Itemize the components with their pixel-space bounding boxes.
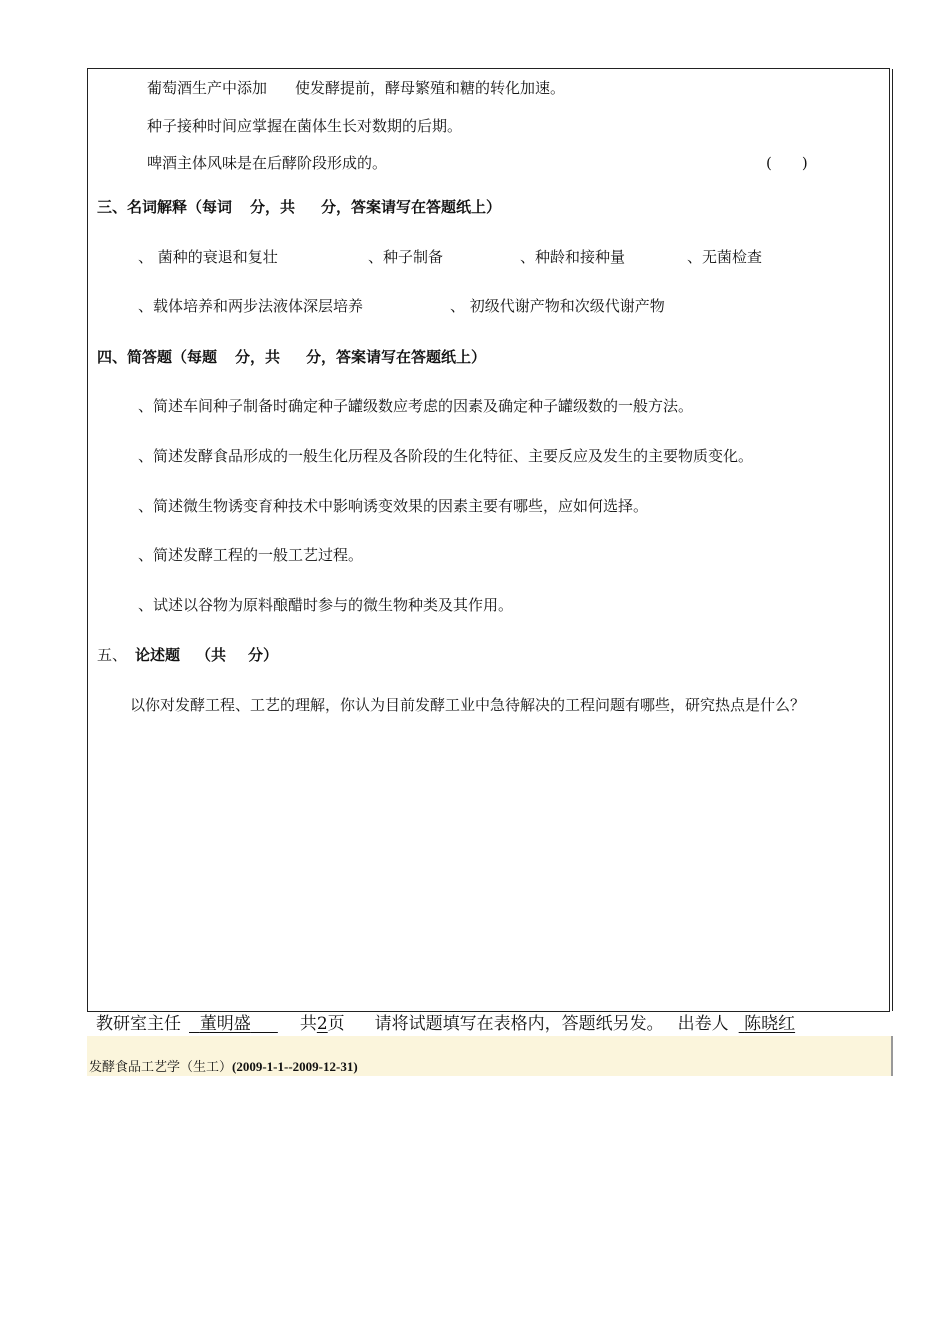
course-name: 发酵食品工艺学（生工）: [89, 1060, 233, 1075]
short-answer-3: 、简述微生物诱变育种技术中影响诱变效果的因素主要有哪些，应如何选择。: [138, 497, 649, 515]
short-answer-1: 、简述车间种子制备时确定种子罐级数应考虑的因素及确定种子罐级数的一般方法。: [138, 397, 694, 415]
section-5-heading-d: 分）: [248, 646, 279, 664]
tf-question-1: [147, 78, 565, 98]
author-label: 出卷人: [677, 1014, 729, 1034]
section-4-heading-a: 四、简答题（每题: [97, 348, 218, 366]
director-name: [189, 1014, 278, 1034]
section-5-heading-c: （共: [196, 646, 227, 664]
course-dates: (2009-1-1--2009-12-31): [232, 1059, 358, 1074]
term-3: 、种龄和接种量: [520, 248, 626, 266]
section-5-heading: [97, 645, 278, 665]
section-5-heading-b: 论述题: [135, 646, 181, 664]
tf-question-1-part-a: 葡萄酒生产中添加: [147, 79, 268, 97]
short-answer-4: 、简述发酵工程的一般工艺过程。: [138, 546, 364, 564]
director-label: 教研室主任: [96, 1014, 181, 1034]
page-count: 2: [316, 1014, 328, 1034]
pages-label-a: 共: [299, 1014, 317, 1034]
tf-question-1-part-b: 使发酵提前，酵母繁殖和糖的转化加速。: [295, 79, 566, 97]
pages-label-b: 页: [327, 1014, 345, 1034]
tf-question-2: 种子接种时间应掌握在菌体生长对数期的后期。: [147, 117, 463, 135]
term-6: 、 初级代谢产物和次级代谢产物: [450, 297, 665, 315]
section-3-heading-c: 分，答案请写在答题纸上）: [321, 198, 502, 216]
footer-instruction: 请将试题填写在表格内，答题纸另发。: [374, 1014, 664, 1034]
section-5-heading-a: 五、: [97, 646, 128, 664]
short-answer-2: 、简述发酵食品形成的一般生化历程及各阶段的生化特征、主要反应及发生的主要物质变化。: [138, 447, 754, 465]
term-2: 、种子制备: [368, 248, 444, 266]
section-4-heading: [97, 347, 486, 367]
section-3-heading: [97, 197, 501, 217]
section-4-heading-c: 分，答案请写在答题纸上）: [306, 348, 487, 366]
answer-parentheses: ( ): [766, 154, 808, 172]
author-name: [739, 1014, 795, 1034]
exam-footer: [96, 1012, 795, 1036]
term-1: 、 菌种的衰退和复壮: [138, 248, 278, 266]
term-5: 、载体培养和两步法液体深层培养: [138, 297, 364, 315]
essay-question: 以你对发酵工程、工艺的理解，你认为目前发酵工业中急待解决的工程问题有哪些，研究热点是什么？: [130, 696, 806, 714]
short-answer-5: 、试述以谷物为原料酿醋时参与的微生物种类及其作用。: [138, 596, 514, 614]
section-3-heading-a: 三、名词解释（每词: [97, 198, 233, 216]
author-name-text: 陈晓红: [744, 1014, 796, 1034]
term-4: 、无菌检查: [687, 248, 763, 266]
section-3-heading-b: 分，共: [250, 198, 296, 216]
tf-question-3: 啤酒主体风味是在后酵阶段形成的。: [147, 154, 388, 172]
section-4-heading-b: 分，共: [235, 348, 281, 366]
course-band-text: [89, 1058, 358, 1077]
director-name-text: 董明盛: [199, 1014, 251, 1034]
